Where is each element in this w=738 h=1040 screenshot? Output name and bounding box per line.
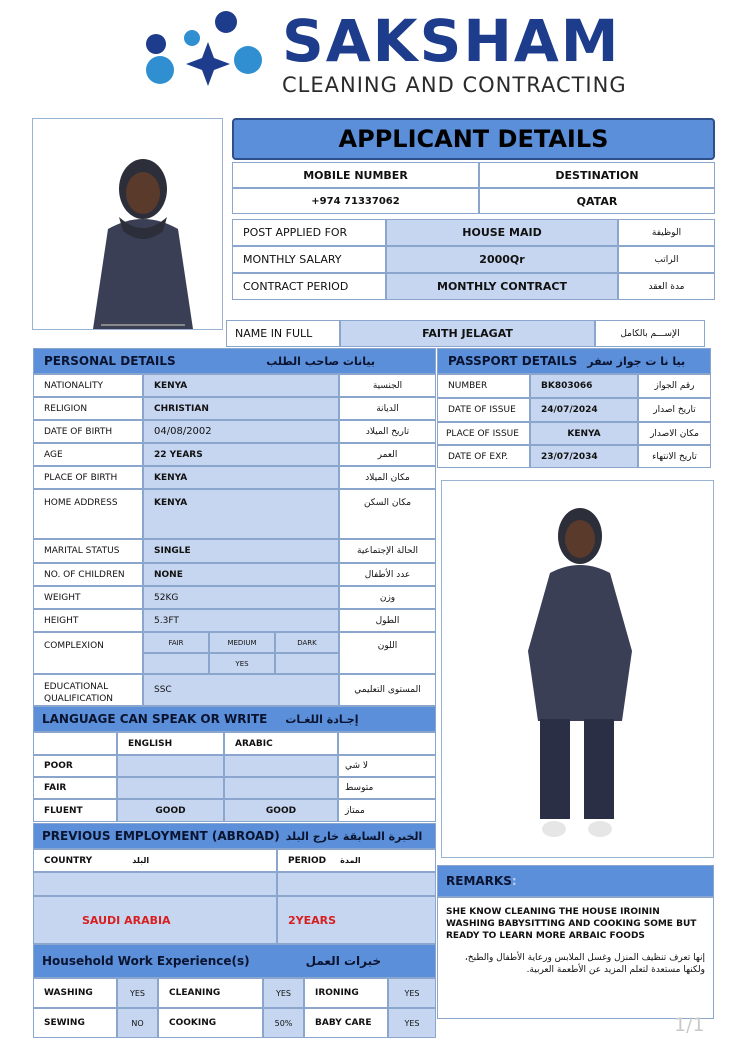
employment-header-ar: الخبرة السابقة خارج البلد [285,829,423,843]
employment-header [33,823,436,849]
washing-label: WASHING [33,978,117,1008]
languages-header [33,706,436,732]
dob-value: 04/08/2002 [143,420,339,443]
height-ar: الطول [339,609,436,632]
issue-date-ar: تاريخ اصدار [638,398,711,422]
cleaning-value: YES [263,978,304,1008]
religion-label: RELIGION [33,397,143,420]
household-header [33,944,436,978]
age-ar: العمر [339,443,436,466]
complexion-label: COMPLEXION [33,632,143,674]
expiry-ar: تاريخ الانتهاء [638,445,711,468]
pob-ar: مكان الميلاد [339,466,436,489]
fluent-label: FLUENT [33,799,117,822]
pob-value: KENYA [143,466,339,489]
page-title [232,118,715,160]
complexion-dark-cell [275,653,339,674]
washing-value: YES [117,978,158,1008]
name-label: NAME IN FULL [226,320,340,347]
fair-english [117,777,224,799]
household-header-ar: خبرات العمل [305,954,382,968]
contract-value: MONTHLY CONTRACT [386,273,618,300]
company-logo [130,8,270,98]
pob-label: PLACE OF BIRTH [33,466,143,489]
fair-ar: متوسط [338,777,436,799]
passport-number-label: NUMBER [437,374,530,398]
remarks-header-suffix: : [511,874,517,888]
complexion-option-dark: DARK [275,632,339,653]
name-ar: الإســـم بالكامل [595,320,705,347]
languages-header-ar: إجـادة اللغـات [285,712,359,726]
remarks-header-text: REMARKS [446,874,512,888]
brand-tagline: CLEANING AND CONTRACTING [282,73,627,97]
sewing-label: SEWING [33,1008,117,1038]
fluent-arabic: GOOD [224,799,338,822]
children-ar: عدد الأطفال [339,563,436,586]
nationality-ar: الجنسية [339,374,436,397]
period-col-ar: المدة [340,856,361,865]
age-label: AGE [33,443,143,466]
complexion-ar: اللون [339,632,436,674]
poor-ar: لا شي [338,755,436,777]
employment-period: 2YEARS [277,896,436,944]
country-col-text: COUNTRY [44,855,93,866]
passport-number-ar: رقم الجواز [638,374,711,398]
contract-label: CONTRACT PERIOD [232,273,386,300]
issue-place-value: KENYA [530,422,638,445]
complexion-option-medium: MEDIUM [209,632,275,653]
issue-date-label: DATE OF ISSUE [437,398,530,422]
salary-label: MONTHLY SALARY [232,246,386,273]
destination-label: DESTINATION [479,162,715,188]
remarks-header [437,865,714,897]
full-body-photo [441,480,714,858]
complexion-fair-cell [143,653,209,674]
salary-value: 2000Qr [386,246,618,273]
passport-header-ar: بيا نا ت جواز سفر [587,354,686,368]
address-ar: مكان السكن [339,489,436,539]
expiry-label: DATE OF EXP. [437,445,530,468]
issue-place-label: PLACE OF ISSUE [437,422,530,445]
ironing-label: IRONING [304,978,388,1008]
passport-header-text: PASSPORT DETAILS [448,354,578,368]
remarks-body [437,897,714,1019]
marital-ar: الحالة الإجتماعية [339,539,436,563]
cooking-value: 50% [263,1008,304,1038]
religion-ar: الديانة [339,397,436,420]
passport-number-value: BK803066 [530,374,638,398]
destination-value: QATAR [479,188,715,214]
dob-ar: تاريخ الميلاد [339,420,436,443]
post-value: HOUSE MAID [386,219,618,246]
issue-date-value: 24/07/2024 [530,398,638,422]
language-col-english: ENGLISH [117,732,224,755]
page-title-text: APPLICANT DETAILS [338,125,609,153]
weight-value: 52KG [143,586,339,609]
mobile-label: MOBILE NUMBER [232,162,479,188]
language-col-arabic: ARABIC [224,732,338,755]
dob-label: DATE OF BIRTH [33,420,143,443]
education-label: EDUCATIONAL QUALIFICATION [33,674,143,706]
personal-header-text: PERSONAL DETAILS [44,354,176,368]
children-value: NONE [143,563,339,586]
personal-header [33,348,436,374]
ironing-value: YES [388,978,436,1008]
marital-label: MARITAL STATUS [33,539,143,563]
height-label: HEIGHT [33,609,143,632]
page-indicator: 1/1 [674,1014,705,1036]
employment-country: SAUDI ARABIA [33,896,277,944]
marital-value: SINGLE [143,539,339,563]
post-ar: الوظيفة [618,219,715,246]
country-col-label [33,849,277,872]
cooking-label: COOKING [158,1008,263,1038]
household-header-text: Household Work Experience(s) [42,954,250,968]
complexion-medium-selected: YES [209,653,275,674]
nationality-value: KENYA [143,374,339,397]
portrait-photo [32,118,223,330]
period-col-label [277,849,436,872]
education-ar: المستوى التعليمي [339,674,436,706]
age-value: 22 YEARS [143,443,339,466]
fluent-english: GOOD [117,799,224,822]
personal-header-ar: بيانات صاحب الطلب [266,354,375,368]
address-value: KENYA [143,489,339,539]
brand-name: SAKSHAM [282,7,621,75]
education-value: SSC [143,674,339,706]
passport-header [437,348,711,374]
country-col-ar: البلد [132,856,150,865]
employment-header-text: PREVIOUS EMPLOYMENT (ABROAD) [42,829,280,843]
fair-arabic [224,777,338,799]
weight-ar: وزن [339,586,436,609]
languages-corner-ar [338,732,436,755]
religion-value: CHRISTIAN [143,397,339,420]
period-col-text: PERIOD [288,855,327,866]
fair-label: FAIR [33,777,117,799]
children-label: NO. OF CHILDREN [33,563,143,586]
issue-place-ar: مكان الاصدار [638,422,711,445]
contract-ar: مدة العقد [618,273,715,300]
babycare-label: BABY CARE [304,1008,388,1038]
poor-arabic [224,755,338,777]
remarks-text-ar: إنها تعرف تنظيف المنزل وغسل الملابس ورعاية الأطفال والطبخ، ولكنها مستعدة لتعلم المزيد عن الأطعمة العربية. [464,953,705,975]
remarks-text: SHE KNOW CLEANING THE HOUSE IROININ WASHING BABYSITTING AND COOKING SOME BUT READY TO LEARN MORE ARBAIC FOODS [446,907,697,941]
nationality-label: NATIONALITY [33,374,143,397]
poor-english [117,755,224,777]
languages-corner [33,732,117,755]
address-label: HOME ADDRESS [33,489,143,539]
weight-label: WEIGHT [33,586,143,609]
expiry-value: 23/07/2034 [530,445,638,468]
babycare-value: YES [388,1008,436,1038]
complexion-option-fair: FAIR [143,632,209,653]
languages-header-text: LANGUAGE CAN SPEAK OR WRITE [42,712,268,726]
fluent-ar: ممتاز [338,799,436,822]
height-value: 5.3FT [143,609,339,632]
sewing-value: NO [117,1008,158,1038]
cleaning-label: CLEANING [158,978,263,1008]
period-blank [277,872,436,896]
name-value: FAITH JELAGAT [340,320,595,347]
poor-label: POOR [33,755,117,777]
salary-ar: الراتب [618,246,715,273]
country-blank [33,872,277,896]
post-label: POST APPLIED FOR [232,219,386,246]
mobile-value: +974 71337062 [232,188,479,214]
